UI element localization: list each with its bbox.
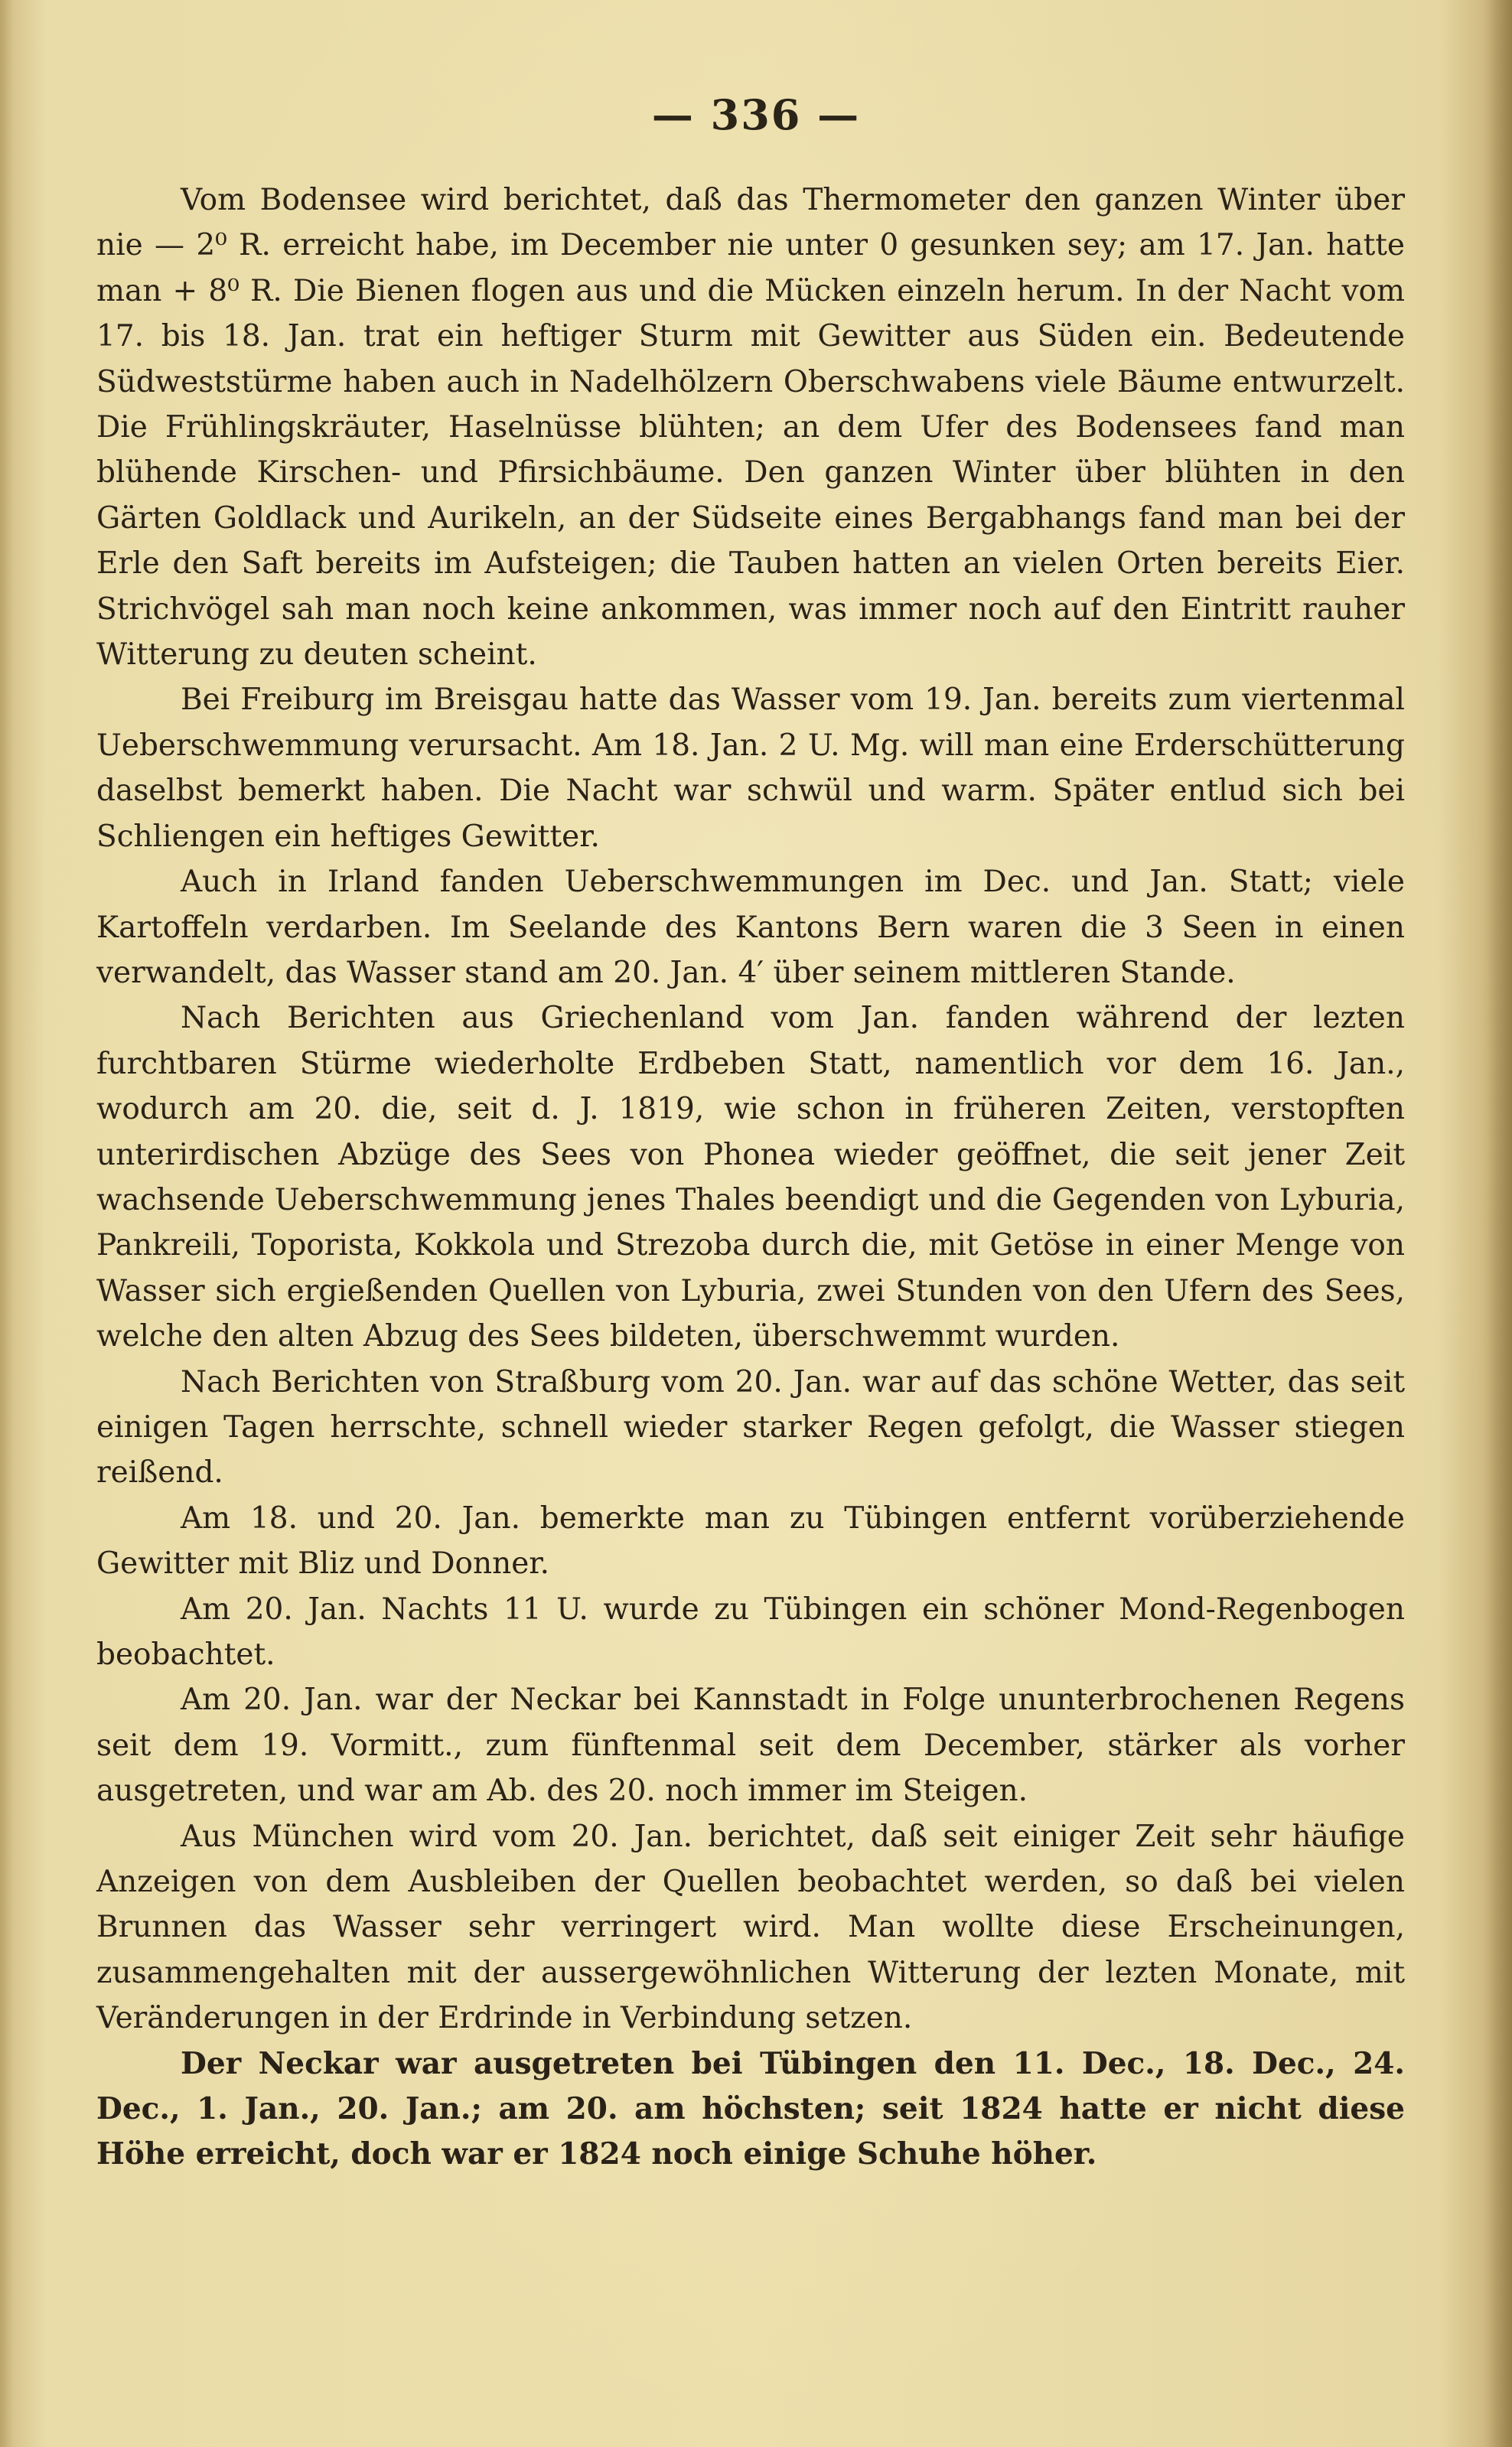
paragraph-griechenland: Nach Berichten aus Griechenland vom Jan. fanden während der lezten furchtbaren Stürme wiederholte Erdbeben Statt, namentlich vor dem 16. Jan., wodurch am 20. die, seit d. J. 1819, wie schon in früheren Zeiten, verstopften unterirdischen Abzüge des Sees von Phonea wieder geöffnet, die seit jener Zeit wachsende Ueberschwemmung jenes Thales beendigt und die Gegenden von Lyburia, Pankreili, Toporista, Kokkola und Strezoba durch die, mit Getöse in einer Menge von Wasser sich ergießenden Quellen von Lyburia, zwei Stunden von den Ufern des Sees, welche den alten Abzug des Sees bildeten, überschwemmt wurden. (96, 1001, 1405, 1354)
paragraph-freiburg: Bei Freiburg im Breisgau hatte das Wasser vom 19. Jan. bereits zum viertenmal Ueberschwemmung verursacht. Am 18. Jan. 2 U. Mg. will man eine Erderschütterung daselbst bemerkt haben. Die Nacht war schwül und warm. Später entlud sich bei Schliengen ein heftiges Gewitter. (96, 683, 1405, 854)
paragraph-bodensee: Vom Bodensee wird berichtet, daß das Thermometer den ganzen Winter über nie — 2⁰ R. erreicht habe, im December nie unter 0 gesunken sey; am 17. Jan. hatte man + 8⁰ R. Die Bienen flogen aus und die Mücken einzeln herum. In der Nacht vom 17. bis 18. Jan. trat ein heftiger Sturm mit Gewitter aus Süden ein. Bedeutende Südweststürme haben auch in Nadelhölzern Oberschwabens viele Bäume entwurzelt. Die Frühlingskräuter, Haselnüsse blühten; an dem Ufer des Bodensees fand man blühende Kirschen- und Pfirsichbäume. Den ganzen Winter über blühten in den Gärten Goldlack und Aurikeln, an der Südseite eines Bergabhangs fand man bei der Erle den Saft bereits im Aufsteigen; die Tauben hatten an vielen Orten bereits Eier. Strichvögel sah man noch keine ankommen, was immer noch auf den Eintritt rauher Witterung zu deuten scheint. (96, 183, 1405, 673)
paragraph-neckar-tuebingen: Der Neckar war ausgetreten bei Tübingen den 11. Dec., 18. Dec., 24. Dec., 1. Jan., 20. Jan.; am 20. am höchsten; seit 1824 hatte er nicht diese Höhe erreicht, doch war er 1824 noch einige Schuhe höher. (96, 2045, 1405, 2172)
page-number: — 336 — (651, 90, 861, 139)
paragraph-irland: Auch in Irland fanden Ueberschwemmungen im Dec. und Jan. Statt; viele Kartoffeln verdarben. Im Seelande des Kantons Bern waren die 3 Seen in einen verwandelt, das Wasser stand am 20. Jan. 4′ über seinem mittleren Stande. (96, 865, 1405, 990)
paragraph-mondregenbogen: Am 20. Jan. Nachts 11 U. wurde zu Tübingen ein schöner Mond-Regenbogen beobachtet. (96, 1592, 1405, 1672)
paragraph-strassburg: Nach Berichten von Straßburg vom 20. Jan. war auf das schöne Wetter, das seit einigen Tagen herrschte, schnell wieder starker Regen gefolgt, die Wasser stiegen reißend. (96, 1364, 1405, 1491)
page-gutter-shadow (1483, 0, 1512, 2447)
body-text (96, 178, 1405, 2178)
paragraph-muenchen: Aus München wird vom 20. Jan. berichtet, daß seit einiger Zeit sehr häufige Anzeigen von dem Ausbleiben der Quellen beobachtet werden, so daß bei vielen Brunnen das Wasser sehr verringert wird. Man wollte diese Erscheinungen, zusammengehalten mit der aussergewöhnlichen Witterung der lezten Monate, mit Veränderungen in der Erdrinde in Verbindung setzen. (96, 1819, 1405, 2036)
paragraph-tuebingen-gewitter: Am 18. und 20. Jan. bemerkte man zu Tübingen entfernt vorüberziehende Gewitter mit Bliz und Donner. (96, 1500, 1405, 1582)
paragraph-neckar-kannstadt: Am 20. Jan. war der Neckar bei Kannstadt in Folge ununterbrochenen Regens seit dem 19. Vormitt., zum fünftenmal seit dem December, stärker als vorher ausgetreten, und war am Ab. des 20. noch immer im Steigen. (96, 1683, 1405, 1809)
